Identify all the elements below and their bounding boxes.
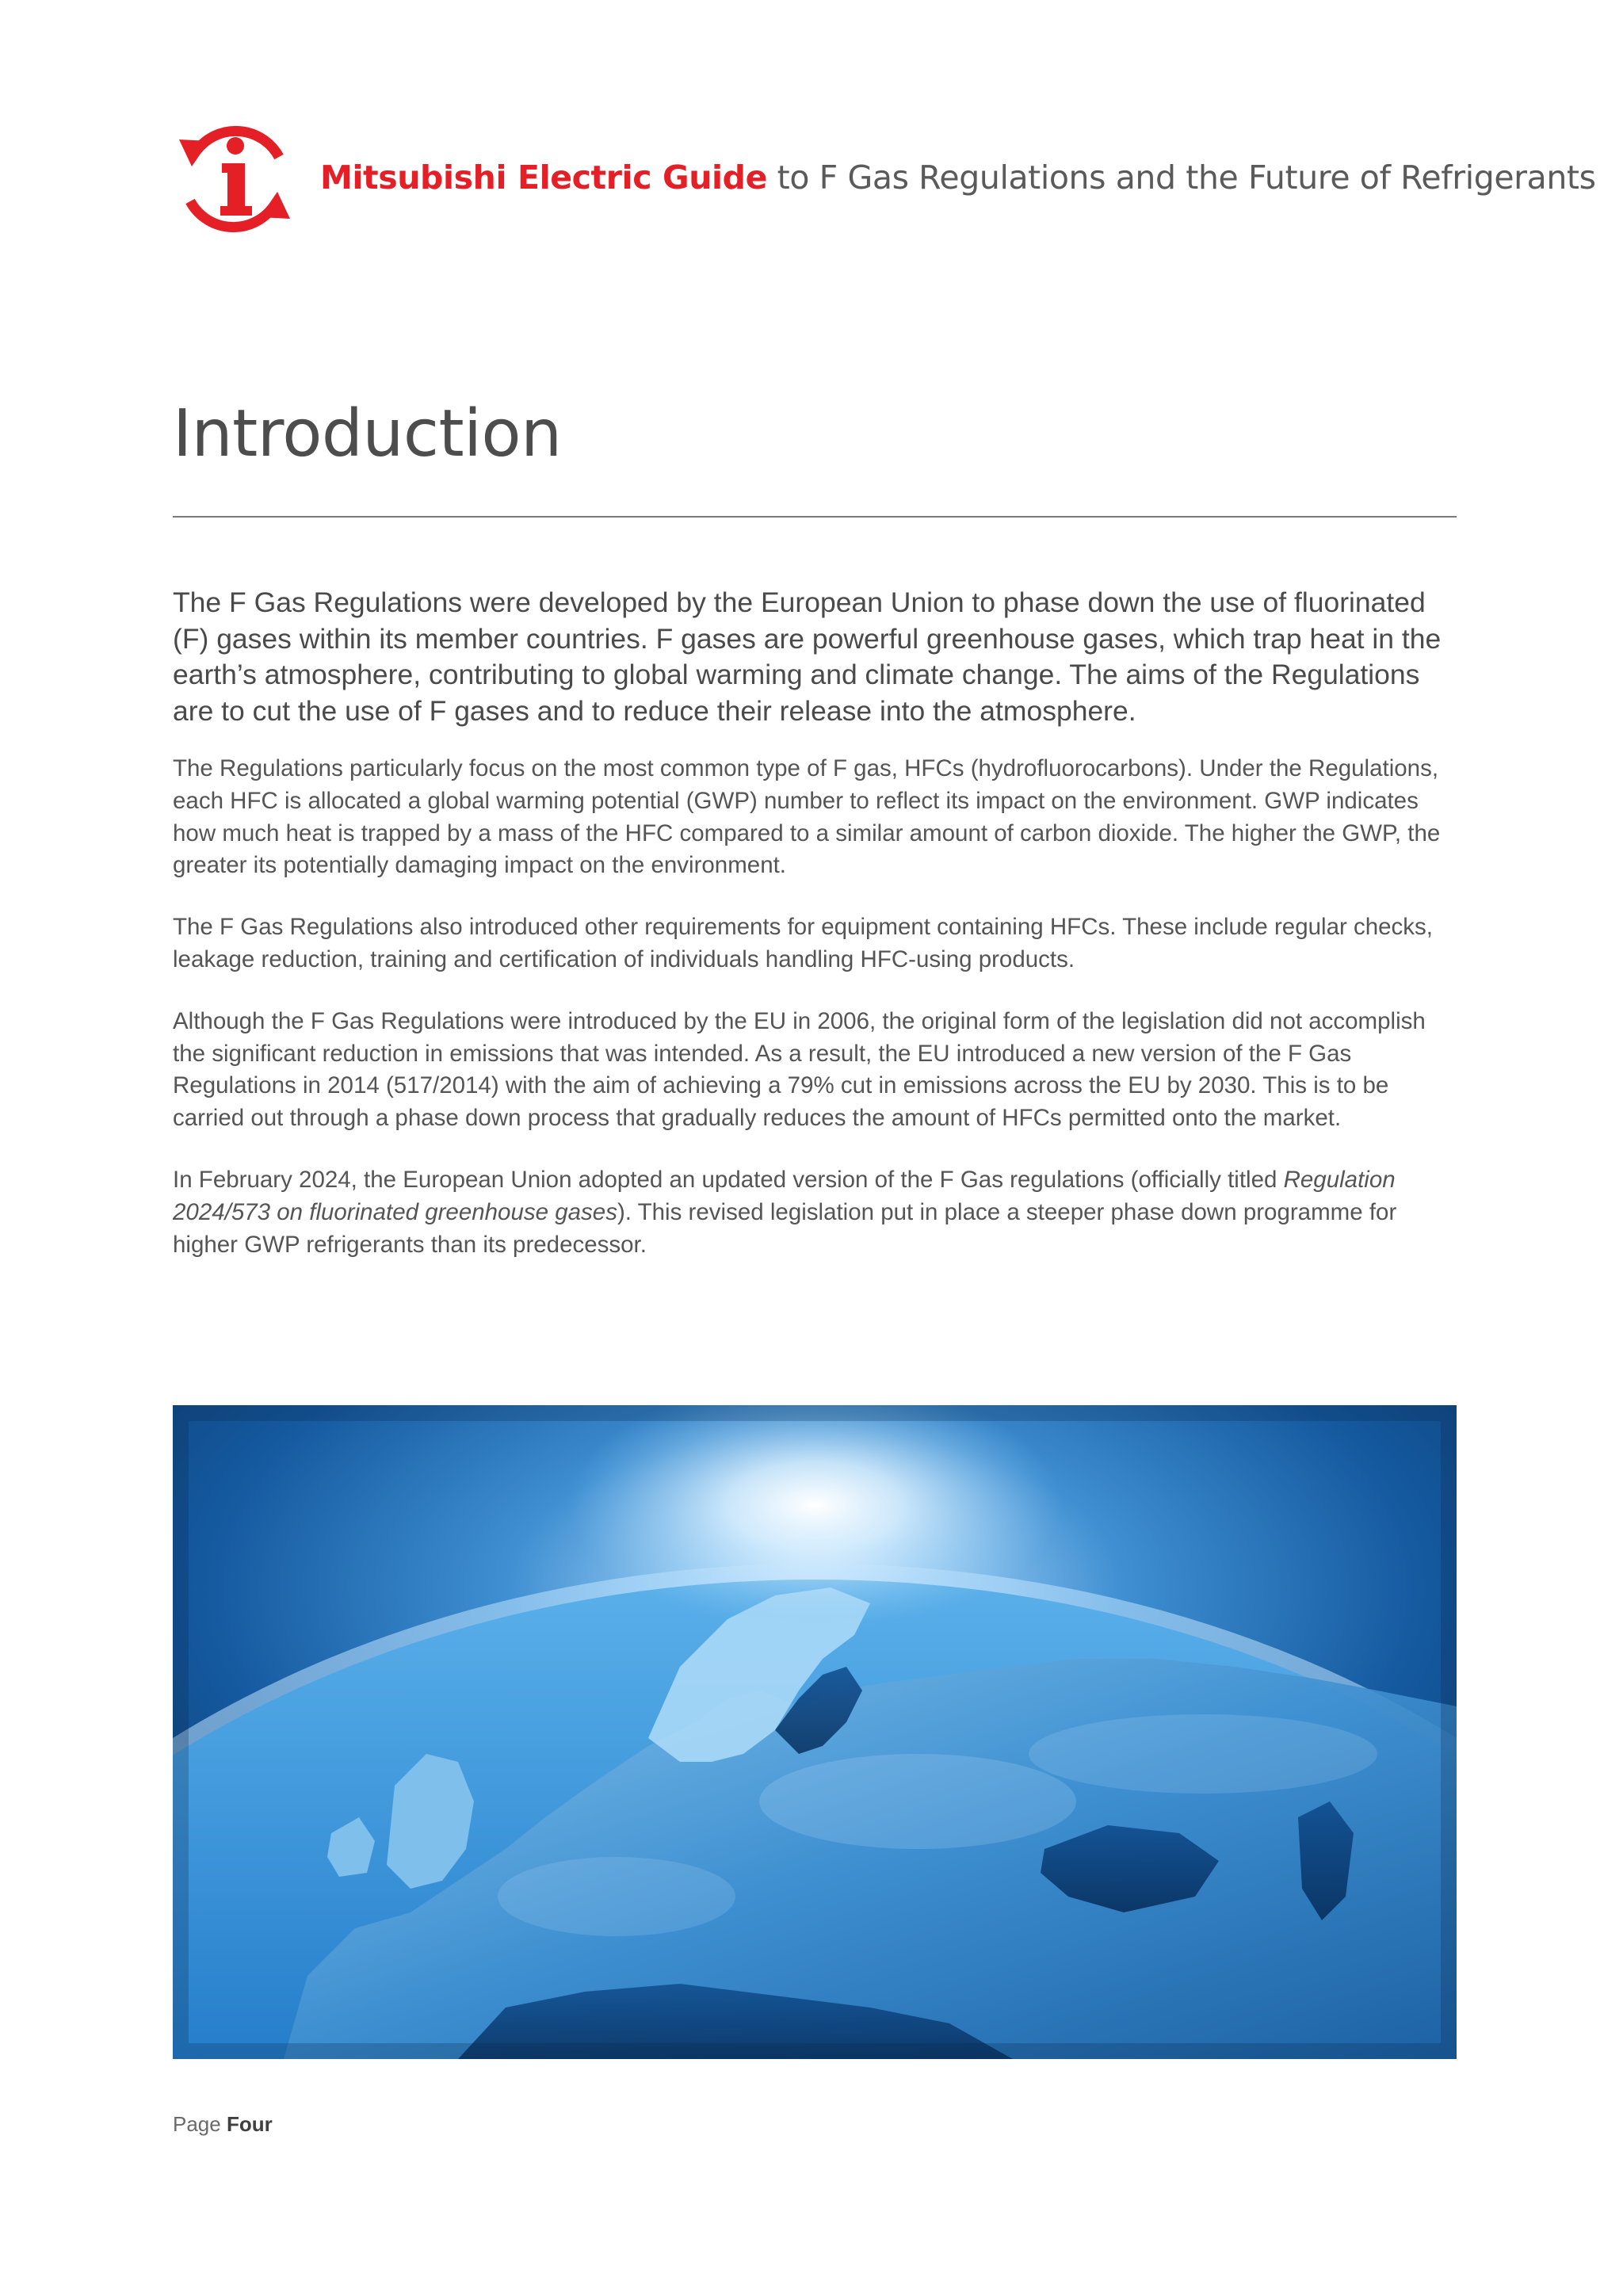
- paragraph-2024-text-end: ). This revised legislation put in place a steeper phase down programme for higher GWP refrigerants than its predecessor.: [173, 1198, 1397, 1258]
- introduction-body: [173, 585, 1457, 1290]
- page-label: Page: [173, 2112, 227, 2136]
- paragraph-history: Although the F Gas Regulations were introduced by the EU in 2006, the original form of the legislation did not accomplish the significant reduction in emissions that was intended. As a result, the EU introduced a new version of the F Gas Regulations in 2014 (517/2014) with the aim of achieving a 79% cut in emissions across the EU by 2030. This is to be carried out through a phase down process that gradually reduces the amount of HFCs permitted onto the market.: [173, 1007, 1426, 1132]
- guide-title: [320, 157, 1596, 198]
- lead-paragraph: The F Gas Regulations were developed by the European Union to phase down the use of fluorinated (F) gases within its member countries. F gases are powerful greenhouse gases, which trap heat in the earth’s atmosphere, contributing to global warming and climate change. The aims of the Regulations are to cut the use of F gases and to reduce their release into the atmosphere.: [173, 586, 1442, 727]
- paragraph-requirements: The F Gas Regulations also introduced other requirements for equipment containing HFCs. These include regular checks, leakage reduction, training and certification of individuals handling HFC-using products.: [173, 914, 1434, 972]
- info-refresh-icon: [173, 117, 296, 241]
- page-header: [173, 117, 1596, 244]
- page-number-value: Four: [226, 2112, 273, 2136]
- guide-subtitle: to F Gas Regulations and the Future of Refrigerants: [767, 159, 1596, 197]
- paragraph-2024-text-start: In February 2024, the European Union adopted an updated version of the F Gas regulations (officially titled: [173, 1166, 1284, 1193]
- page-title: Introduction: [173, 396, 562, 472]
- title-divider: [173, 516, 1457, 518]
- brand-name: Mitsubishi Electric Guide: [320, 159, 768, 197]
- regulation-title: Regulation 2024/573 on fluorinated greenhouse gases: [173, 1166, 1396, 1225]
- earth-illustration: [173, 1405, 1457, 2059]
- paragraph-hfc-gwp: The Regulations particularly focus on the most common type of F gas, HFCs (hydrofluorocarbons). Under the Regulations, each HFC is allocated a global warming potential (GWP) number to reflect its impact on the environment. GWP indicates how much heat is trapped by a mass of the HFC compared to a similar amount of carbon dioxide. The higher the GWP, the greater its potentially damaging impact on the environment.: [173, 755, 1441, 879]
- earth-europe-image: [173, 1405, 1457, 2059]
- page-number: [173, 2111, 273, 2137]
- paragraph-2024-update: [173, 1164, 1457, 1261]
